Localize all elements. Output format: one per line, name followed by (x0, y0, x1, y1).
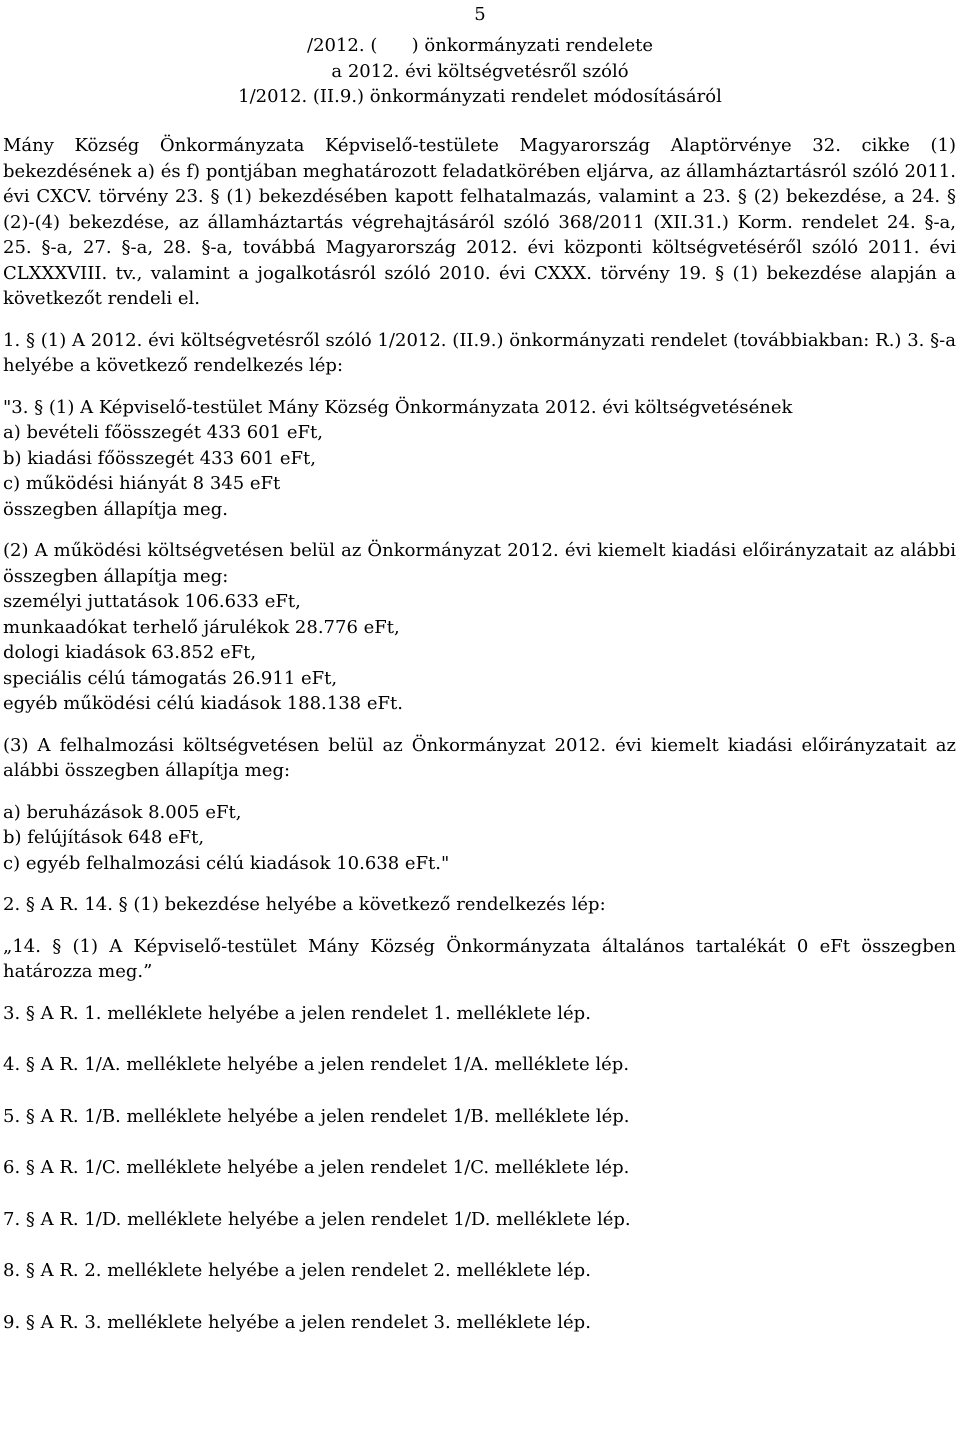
section-8: 8. § A R. 2. melléklete helyébe a jelen rendelet 2. melléklete lép. (3, 1260, 591, 1281)
section-7: 7. § A R. 1/D. melléklete helyébe a jelen rendelet 1/D. melléklete lép. (3, 1208, 631, 1230)
section-1-intro: 1. § (1) A 2012. évi költségvetésről szóló 1/2012. (II.9.) önkormányzati rendelet (továbbiakban: R.) 3. §-a helyébe a következő rendelkezés lép: (3, 329, 956, 376)
title-line-1: /2012. ( ) önkormányzati rendelete (307, 35, 653, 56)
preamble-paragraph: Mány Község Önkormányzata Képviselő-testülete Magyarország Alaptörvénye 32. cikke (1) bekezdésének a) és f) pontjában meghatározott feladatkörében eljárva, az államháztartásról szóló 2011. évi CXCV. törvény 23. § (1) bekezdésében kapott felhatalmazás, valamint a 23. § (2) bekezdése, a 24. § (2)-(4) bekezdése, az államháztartás végrehajtásáról szóló 368/2011 (XII.31.) Korm. rendelet 24. §-a, 25. §-a, 27. §-a, 28. §-a, továbbá Magyarország 2012. évi központi költségvetéséről szóló 2011. évi CLXXXVIII. tv., valamint a jogalkotásról szóló 2010. évi CXXX. törvény 19. § (1) bekezdése alapján a következőt rendeli el. (3, 135, 956, 309)
list-item: speciális célú támogatás 26.911 eFt, (3, 667, 338, 689)
list-item: összegben állapítja meg. (3, 498, 228, 520)
section-2-intro: 2. § A R. 14. § (1) bekezdése helyébe a következő rendelkezés lép: (3, 894, 606, 915)
title-line-3: 1/2012. (II.9.) önkormányzati rendelet módosításáról (238, 86, 722, 107)
list-item: a) beruházások 8.005 eFt, (3, 801, 242, 823)
section-1-para-1-lead: "3. § (1) A Képviselő-testület Mány Község Önkormányzata 2012. évi költségvetésének (3, 396, 793, 418)
section-4: 4. § A R. 1/A. melléklete helyébe a jelen rendelet 1/A. melléklete lép. (3, 1054, 630, 1075)
list-item: dologi kiadások 63.852 eFt, (3, 642, 257, 663)
title-line-2: a 2012. évi költségvetésről szóló (331, 60, 629, 82)
list-item: c) működési hiányát 8 345 eFt (3, 473, 281, 494)
list-item: c) egyéb felhalmozási célú kiadások 10.638 eFt." (3, 852, 450, 874)
document-title (0, 33, 960, 110)
section-9: 9. § A R. 3. melléklete helyébe a jelen rendelet 3. melléklete lép. (3, 1311, 591, 1333)
section-1-para-2-lead: (2) A működési költségvetésen belül az Önkormányzat 2012. évi kiemelt kiadási előirányzatait az alábbi összegben állapítja meg: (3, 540, 956, 587)
list-item: egyéb működési célú kiadások 188.138 eFt. (3, 693, 403, 714)
list-item: a) bevételi főösszegét 433 601 eFt, (3, 422, 323, 443)
list-item: munkaadókat terhelő járulékok 28.776 eFt, (3, 616, 400, 638)
document-body (3, 133, 956, 1335)
section-6: 6. § A R. 1/C. melléklete helyébe a jelen rendelet 1/C. melléklete lép. (3, 1157, 630, 1178)
section-2-text: „14. § (1) A Képviselő-testület Mány Község Önkormányzata általános tartalékát 0 eFt összegben határozza meg.” (3, 935, 956, 982)
section-3: 3. § A R. 1. melléklete helyébe a jelen rendelet 1. melléklete lép. (3, 1002, 591, 1024)
section-1-para-3-lead: (3) A felhalmozási költségvetésen belül az Önkormányzat 2012. évi kiemelt kiadási előirányzatait az alábbi összegben állapítja meg: (3, 734, 956, 781)
list-item: b) kiadási főösszegét 433 601 eFt, (3, 447, 316, 469)
list-item: személyi juttatások 106.633 eFt, (3, 591, 301, 612)
page-number: 5 (474, 4, 486, 25)
list-item: b) felújítások 648 eFt, (3, 827, 205, 848)
section-5: 5. § A R. 1/B. melléklete helyébe a jelen rendelet 1/B. melléklete lép. (3, 1105, 630, 1127)
